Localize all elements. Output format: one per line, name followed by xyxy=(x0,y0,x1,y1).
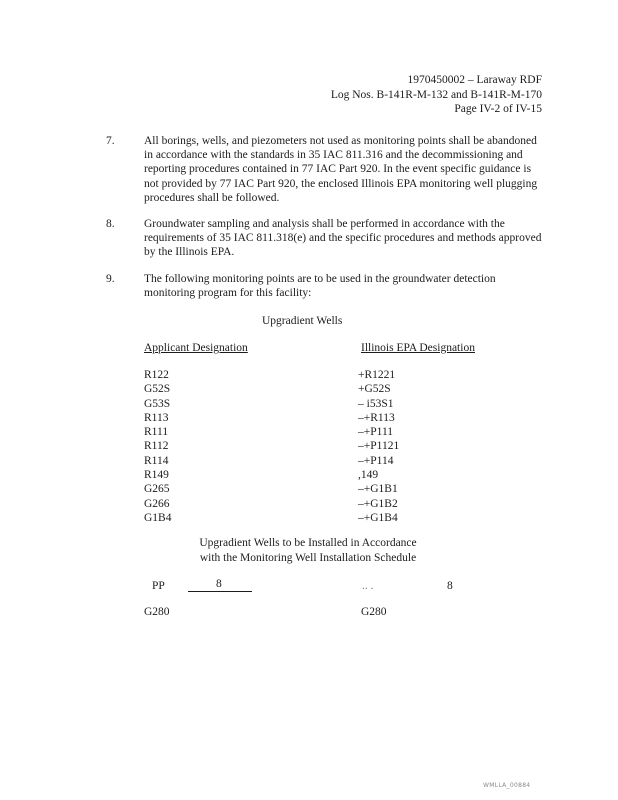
install-row-right-dots: .. . xyxy=(362,580,374,592)
table-cell: R114 xyxy=(144,454,169,467)
condition-item-8 xyxy=(106,217,546,260)
table-cell: +R1221 xyxy=(358,369,396,381)
install-row-mid: 8 xyxy=(216,578,222,590)
header-page-number: Page IV-2 of IV-15 xyxy=(454,103,542,115)
column-header-illinois: Illinois EPA Designation xyxy=(361,342,475,354)
item-number: 9. xyxy=(106,273,115,285)
install-row-left: PP xyxy=(152,580,165,592)
header-site-id: 1970450002 – Laraway RDF xyxy=(407,74,542,86)
table-cell: –+R113 xyxy=(358,411,395,424)
install-heading-line: Upgradient Wells to be Installed in Accordance xyxy=(199,537,417,549)
table-cell: R111 xyxy=(144,426,169,439)
table-cell: –+G1B4 xyxy=(358,511,398,524)
install-row2-right: G280 xyxy=(361,606,387,618)
page-header xyxy=(331,73,542,117)
install-row2-left: G280 xyxy=(144,606,170,618)
blank-underline xyxy=(188,591,252,592)
table-cell: ,149 xyxy=(358,469,379,482)
item-text: Groundwater sampling and analysis shall be performed in accordance with the requirements of 35 IAC 811.318(e) and the specific procedures and methods approved by the Illinois EPA. xyxy=(144,218,542,259)
column-header-applicant: Applicant Designation xyxy=(144,342,248,354)
install-row-right: 8 xyxy=(447,580,453,592)
table-cell: –+P111 xyxy=(358,426,394,439)
table-cell: G265 xyxy=(144,483,170,496)
table-cell: G53S xyxy=(144,397,171,410)
table-cell: –+G1B2 xyxy=(358,497,398,510)
table-title: Upgradient Wells xyxy=(262,315,343,327)
table-cell: G266 xyxy=(144,497,170,510)
applicant-designation-list xyxy=(144,368,171,525)
bates-stamp: WMLLA_00884 xyxy=(483,782,531,789)
table-cell: –+G1B1 xyxy=(358,483,398,496)
table-cell: –+P114 xyxy=(358,454,394,467)
condition-item-7 xyxy=(106,134,546,205)
item-text: The following monitoring points are to be used in the groundwater detection monitoring program for this facility: xyxy=(144,273,496,300)
install-schedule-heading xyxy=(190,536,426,565)
illinois-designation-list xyxy=(358,368,399,525)
item-number: 7. xyxy=(106,135,115,147)
condition-item-9 xyxy=(106,272,546,300)
table-cell: –+P1121 xyxy=(358,440,400,453)
table-cell: G52S xyxy=(144,383,171,396)
item-text: All borings, wells, and piezometers not used as monitoring points shall be abandoned in accordance with the standards in 35 IAC 811.316 and the decommissioning and reporting procedures contained in 77 IAC Part 920. In the event specific guidance is not provided by 77 IAC Part 920, the enclosed Illinois EPA monitoring well plugging procedures shall be followed. xyxy=(144,135,538,204)
header-log-numbers: Log Nos. B-141R-M-132 and B-141R-M-170 xyxy=(330,88,542,101)
table-cell: G1B4 xyxy=(144,511,172,524)
table-cell: R122 xyxy=(144,369,169,381)
table-cell: R113 xyxy=(144,411,169,424)
table-cell: R112 xyxy=(144,440,169,453)
table-cell: R149 xyxy=(144,469,169,482)
item-number: 8. xyxy=(106,218,115,230)
table-cell: +G52S xyxy=(358,383,391,396)
table-cell: – i53S1 xyxy=(358,397,394,410)
install-heading-line: with the Monitoring Well Installation Schedule xyxy=(199,551,417,564)
